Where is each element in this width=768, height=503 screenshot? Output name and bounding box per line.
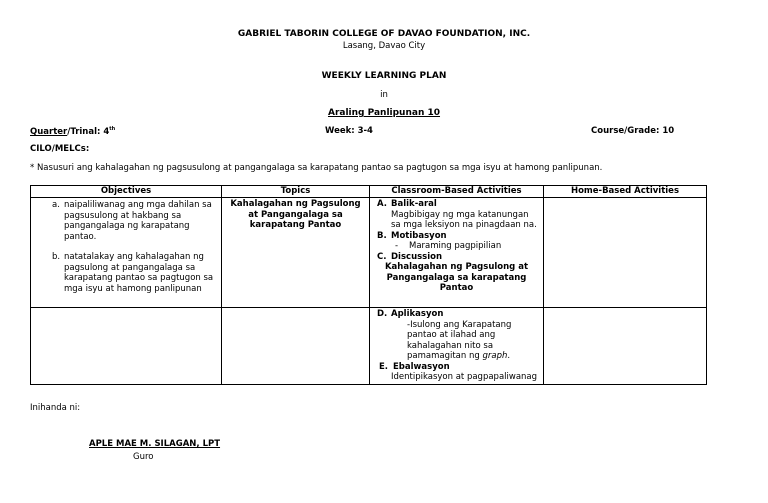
activity-b-bullet: - Maraming pagpipilian xyxy=(395,241,502,251)
table-row xyxy=(31,198,707,308)
melc-statement: * Nasusuri ang kahalagahan ng pagsusulong at pangangalaga sa karapatang pantao sa pagtugon sa mga isyu at hamong panlipunan. xyxy=(30,163,603,173)
topic-cell xyxy=(222,198,370,308)
activity-d-heading: D. Aplikasyon xyxy=(377,309,444,319)
week-field: Week: 3-4 xyxy=(325,126,373,136)
table-header-row xyxy=(31,186,707,198)
activity-c-heading: C. Discussion xyxy=(377,251,443,262)
activity-e-text: Identipikasyon at pagpapaliwanag xyxy=(391,372,538,382)
activity-b-heading: B. Motibasyon xyxy=(377,230,447,241)
preparer-name: APLE MAE M. SILAGAN, LPT xyxy=(89,439,221,449)
prepared-by-label: Inihanda ni: xyxy=(30,403,81,413)
home-activities-cell-empty xyxy=(544,308,707,385)
activity-e-heading: E. Ebalwasyon xyxy=(379,361,450,372)
header-home-activities: Home-Based Activities xyxy=(544,186,707,198)
quarter-field xyxy=(30,126,115,137)
topic-text: Kahalagahan ng Pagsulong at Pangangalaga sa karapatang Pantao xyxy=(230,199,361,230)
quarter-label: Quarter xyxy=(30,126,68,137)
subject-title: Araling Panlipunan 10 xyxy=(327,108,441,118)
activity-a-heading: A. Balik-aral xyxy=(377,199,437,209)
institution-location: Lasang, Davao City xyxy=(342,41,426,51)
objectives-cell-empty xyxy=(31,308,222,385)
plan-title: WEEKLY LEARNING PLAN xyxy=(321,71,447,81)
quarter-sup: th xyxy=(109,126,116,132)
topic-cell-empty xyxy=(222,308,370,385)
objectives-cell xyxy=(31,198,222,308)
table-row xyxy=(31,308,707,385)
discussion-title: Kahalagahan ng Pagsulong at Pangangalaga sa karapatang Pantao xyxy=(384,262,529,293)
preparer-role: Guro xyxy=(133,452,154,462)
classroom-activities-cell xyxy=(370,308,544,385)
classroom-activities-cell xyxy=(370,198,544,308)
institution-name: GABRIEL TABORIN COLLEGE OF DAVAO FOUNDATION, INC. xyxy=(237,29,531,39)
objective-item: a. naipaliliwanag ang mga dahilan sa pagsusulong at hakbang sa pangangalaga ng karapatang pantao. xyxy=(52,200,212,242)
header-classroom-activities: Classroom-Based Activities xyxy=(370,186,544,198)
home-activities-cell xyxy=(544,198,707,308)
in-word: in xyxy=(380,90,388,100)
header-topics: Topics xyxy=(222,186,370,198)
cilo-label: CILO/MELCs: xyxy=(30,144,90,154)
activity-a-text: Magbibigay ng mga katanungan sa mga leksiyon na pinagdaan na. xyxy=(391,209,537,230)
activity-d-text: -Isulong ang Karapatang pantao at ilahad ang kahalagahan nito sa pamamagitan ng graph. xyxy=(407,319,512,361)
quarter-value: /Trinal: 4 xyxy=(67,126,110,137)
objective-item: b. natatalakay ang kahalagahan ng pagsulong at pangangalaga sa karapatang pantao sa pagtugon sa mga isyu at hamong panlipunan xyxy=(52,252,214,294)
header-objectives: Objectives xyxy=(31,186,222,198)
learning-plan-table xyxy=(30,185,707,385)
course-field: Course/Grade: 10 xyxy=(591,126,675,136)
